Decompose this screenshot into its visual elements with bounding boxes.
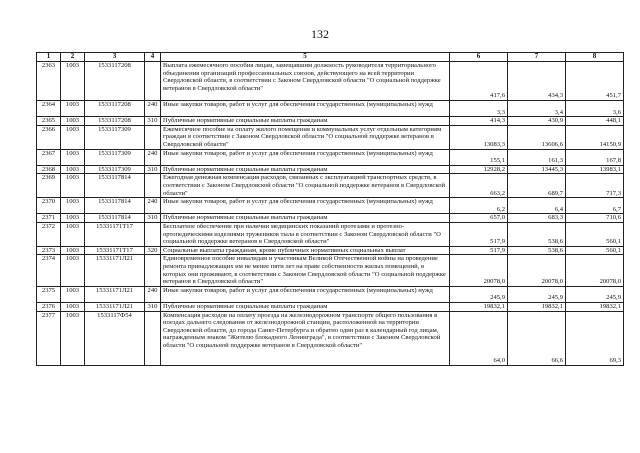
table-row (37, 214, 624, 223)
item-name: Единовременное пособие инвалидам и участникам Великой Отечественной войны на проведение ремонта принадлежащих им не менее пяти лет на праве собственности жилых помещений, в которых они проживают, в соответствии с Законом Свердловской области "О социальной поддержке ветеранов в Свердловской области" (161, 255, 450, 286)
amount-year-2: 683,3 (508, 214, 566, 223)
col-header: 7 (508, 53, 566, 62)
table-row (37, 101, 624, 117)
row-number: 2369 (37, 174, 61, 198)
table-row (37, 246, 624, 255)
row-number: 2372 (37, 222, 61, 246)
amount-year-2: 66,6 (508, 311, 566, 365)
amount-year-3: 13983,1 (566, 165, 624, 174)
expense-type (145, 125, 161, 149)
row-number: 2377 (37, 311, 61, 365)
section-code: 1003 (61, 302, 85, 311)
amount-year-3: 451,7 (566, 62, 624, 101)
table-row (37, 302, 624, 311)
expense-type: 240 (145, 286, 161, 302)
amount-year-3: 448,1 (566, 117, 624, 126)
amount-year-2: 19832,1 (508, 302, 566, 311)
target-code: 15331171Т17 (85, 246, 145, 255)
table-row (37, 174, 624, 198)
target-code: 1533117309 (85, 125, 145, 149)
expense-type: 310 (145, 165, 161, 174)
amount-year-1: 19832,1 (450, 302, 508, 311)
section-code: 1003 (61, 125, 85, 149)
amount-year-1: 3,3 (450, 101, 508, 117)
expense-type (145, 62, 161, 101)
col-header: 4 (145, 53, 161, 62)
amount-year-3: 20078,0 (566, 255, 624, 286)
table-row (37, 286, 624, 302)
col-header: 5 (161, 53, 450, 62)
item-name: Иные закупки товаров, работ и услуг для обеспечения государственных (муниципальных) нужд (161, 101, 450, 117)
amount-year-1: 417,6 (450, 62, 508, 101)
table-row (37, 311, 624, 365)
section-code: 1003 (61, 198, 85, 214)
amount-year-1: 657,0 (450, 214, 508, 223)
amount-year-3: 19832,1 (566, 302, 624, 311)
item-name: Иные закупки товаров, работ и услуг для обеспечения государственных (муниципальных) нужд (161, 198, 450, 214)
expense-type (145, 222, 161, 246)
item-name: Ежегодная денежная компенсация расходов, связанных с эксплуатацией транспортных средств, в соответствии с Законом Свердловской области "О социальной поддержке ветеранов в Свердловской области" (161, 174, 450, 198)
row-number: 2374 (37, 255, 61, 286)
col-header: 3 (85, 53, 145, 62)
amount-year-3: 717,3 (566, 174, 624, 198)
section-code: 1003 (61, 117, 85, 126)
amount-year-2: 430,9 (508, 117, 566, 126)
item-name: Бесплатное обеспечение при наличии медицинских показаний протезами и протезно-ортопедическими изделиями тружеников тыла в соответствии с Законом Свердловской области "О социальной поддержке ветеранов в Свердловской области" (161, 222, 450, 246)
expense-type: 240 (145, 149, 161, 165)
target-code: 1533117208 (85, 62, 145, 101)
amount-year-2: 689,7 (508, 174, 566, 198)
item-name: Компенсация расходов на оплату проезда на железнодорожном транспорте общего пользования в поездах дальнего следования от железнодорожной станции, расположенной на территории Свердловской области, до города Санкт-Петербурга и обратно один раз в календарный год лицам, награжденным знаком "Жителю блокадного Ленинграда", в соответствии с Законом Свердловской области "О социальной поддержке ветеранов в Свердловской области" (161, 311, 450, 365)
amount-year-1: 517,9 (450, 246, 508, 255)
target-code: 1533117Ф54 (85, 311, 145, 365)
amount-year-3: 3,6 (566, 101, 624, 117)
amount-year-2: 538,6 (508, 246, 566, 255)
table-row (37, 222, 624, 246)
table-row (37, 255, 624, 286)
amount-year-1: 20078,0 (450, 255, 508, 286)
section-code: 1003 (61, 214, 85, 223)
amount-year-2: 434,3 (508, 62, 566, 101)
row-number: 2371 (37, 214, 61, 223)
table-row (37, 149, 624, 165)
item-name: Социальные выплаты гражданам, кроме публичных нормативных социальных выплат (161, 246, 450, 255)
col-header: 1 (37, 53, 61, 62)
amount-year-2: 20078,0 (508, 255, 566, 286)
amount-year-1: 663,2 (450, 174, 508, 198)
target-code: 15331171Л21 (85, 302, 145, 311)
row-number: 2373 (37, 246, 61, 255)
target-code: 15331171Л21 (85, 255, 145, 286)
section-code: 1003 (61, 62, 85, 101)
amount-year-3: 560,1 (566, 246, 624, 255)
amount-year-2: 161,3 (508, 149, 566, 165)
expense-type: 240 (145, 198, 161, 214)
amount-year-1: 414,3 (450, 117, 508, 126)
item-name: Ежемесячное пособие на оплату жилого помещения и коммунальных услуг отдельным категориям граждан в соответствии с Законом Свердловской области "О социальной поддержке ветеранов в Свердловской области" (161, 125, 450, 149)
amount-year-1: 155,1 (450, 149, 508, 165)
amount-year-2: 13445,3 (508, 165, 566, 174)
target-code: 1533117814 (85, 198, 145, 214)
item-name: Выплата ежемесячного пособия лицам, замещавшим должность руководителя территориального объединения организаций профессиональных союзов, действующего на всей территории Свердловской области, в соответствии с Законом Свердловской области "О социальной поддержке ветеранов в Свердловской области" (161, 62, 450, 101)
amount-year-2: 6,4 (508, 198, 566, 214)
amount-year-1: 6,2 (450, 198, 508, 214)
section-code: 1003 (61, 311, 85, 365)
amount-year-2: 538,6 (508, 222, 566, 246)
expense-type (145, 311, 161, 365)
target-code: 15331171Л21 (85, 286, 145, 302)
table-row (37, 165, 624, 174)
item-name: Публичные нормативные социальные выплаты гражданам (161, 302, 450, 311)
table-row (37, 125, 624, 149)
col-header: 2 (61, 53, 85, 62)
section-code: 1003 (61, 255, 85, 286)
section-code: 1003 (61, 246, 85, 255)
amount-year-3: 560,1 (566, 222, 624, 246)
expense-type (145, 174, 161, 198)
target-code: 1533117208 (85, 101, 145, 117)
expense-type: 310 (145, 302, 161, 311)
table-row (37, 198, 624, 214)
row-number: 2365 (37, 117, 61, 126)
row-number: 2368 (37, 165, 61, 174)
table-row (37, 62, 624, 101)
budget-table (36, 52, 624, 366)
expense-type: 240 (145, 101, 161, 117)
amount-year-3: 69,3 (566, 311, 624, 365)
target-code: 1533117814 (85, 174, 145, 198)
amount-year-3: 6,7 (566, 198, 624, 214)
amount-year-1: 64,0 (450, 311, 508, 365)
row-number: 2363 (37, 62, 61, 101)
row-number: 2375 (37, 286, 61, 302)
amount-year-3: 245,9 (566, 286, 624, 302)
expense-type: 320 (145, 246, 161, 255)
item-name: Публичные нормативные социальные выплаты гражданам (161, 214, 450, 223)
amount-year-2: 3,4 (508, 101, 566, 117)
expense-type (145, 255, 161, 286)
row-number: 2367 (37, 149, 61, 165)
row-number: 2366 (37, 125, 61, 149)
section-code: 1003 (61, 174, 85, 198)
col-header: 8 (566, 53, 624, 62)
target-code: 1533117814 (85, 214, 145, 223)
item-name: Публичные нормативные социальные выплаты гражданам (161, 165, 450, 174)
section-code: 1003 (61, 101, 85, 117)
amount-year-3: 710,6 (566, 214, 624, 223)
row-number: 2376 (37, 302, 61, 311)
header-row (37, 53, 624, 62)
target-code: 1533117208 (85, 117, 145, 126)
amount-year-1: 245,9 (450, 286, 508, 302)
target-code: 1533117309 (85, 165, 145, 174)
col-header: 6 (450, 53, 508, 62)
expense-type: 310 (145, 117, 161, 126)
target-code: 15331171Т17 (85, 222, 145, 246)
item-name: Иные закупки товаров, работ и услуг для обеспечения государственных (муниципальных) нужд (161, 149, 450, 165)
section-code: 1003 (61, 165, 85, 174)
row-number: 2370 (37, 198, 61, 214)
item-name: Публичные нормативные социальные выплаты гражданам (161, 117, 450, 126)
amount-year-1: 12928,2 (450, 165, 508, 174)
section-code: 1003 (61, 286, 85, 302)
table-row (37, 117, 624, 126)
amount-year-1: 13083,3 (450, 125, 508, 149)
amount-year-2: 245,9 (508, 286, 566, 302)
item-name: Иные закупки товаров, работ и услуг для обеспечения государственных (муниципальных) нужд (161, 286, 450, 302)
amount-year-3: 14150,9 (566, 125, 624, 149)
section-code: 1003 (61, 149, 85, 165)
section-code: 1003 (61, 222, 85, 246)
target-code: 1533117309 (85, 149, 145, 165)
page-number: 132 (311, 27, 329, 41)
amount-year-1: 517,9 (450, 222, 508, 246)
expense-type: 310 (145, 214, 161, 223)
table-body (37, 62, 624, 366)
amount-year-3: 167,8 (566, 149, 624, 165)
row-number: 2364 (37, 101, 61, 117)
amount-year-2: 13606,6 (508, 125, 566, 149)
